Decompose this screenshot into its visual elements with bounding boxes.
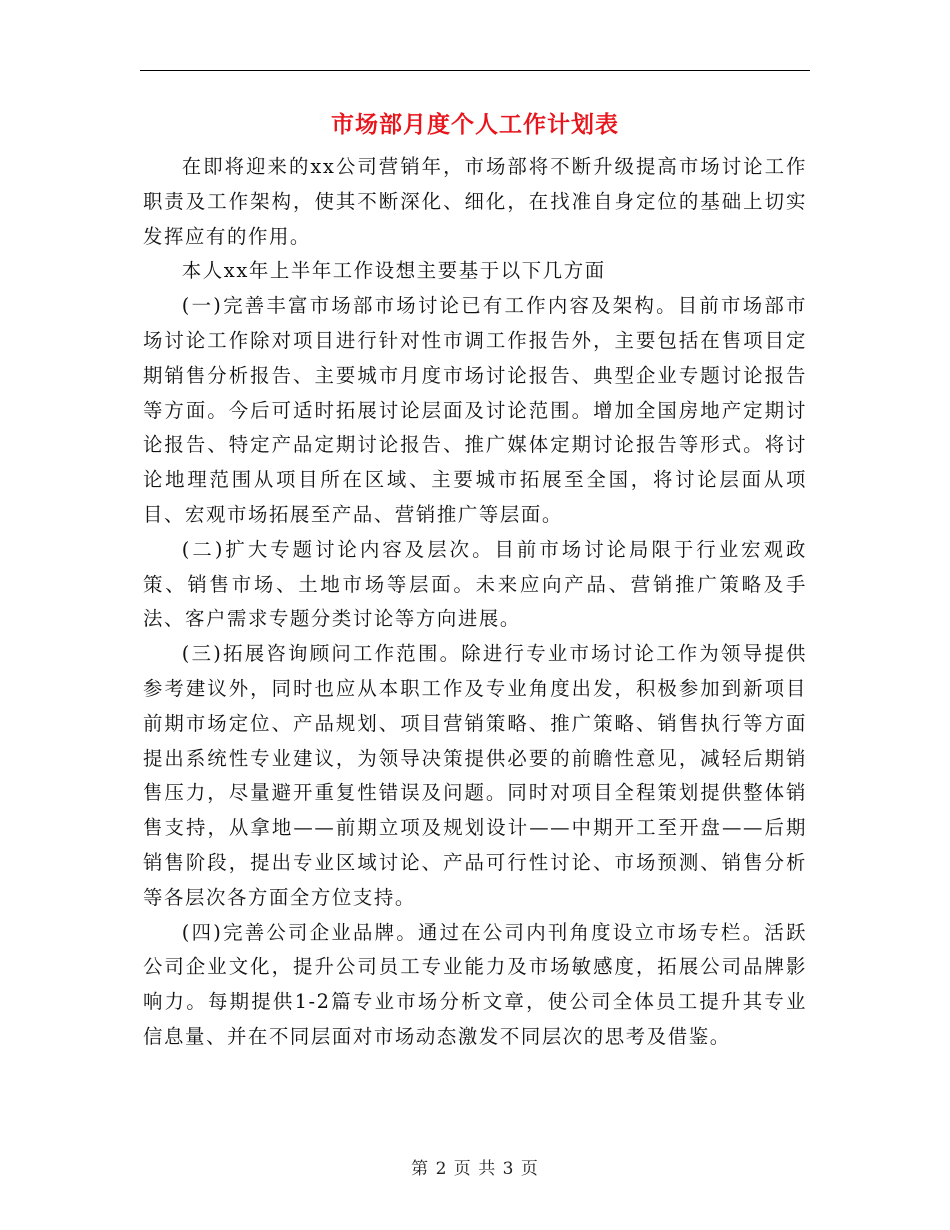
paragraph-intro: 在即将迎来的xx公司营销年，市场部将不断升级提高市场讨论工作职责及工作架构，使其不断深化、细化，在找准自身定位的基础上切实发挥应有的作用。	[143, 155, 807, 248]
document-body	[143, 150, 807, 1055]
header-rule	[140, 70, 810, 71]
paragraph-section-2: (二)扩大专题讨论内容及层次。目前市场讨论局限于行业宏观政策、销售市场、土地市场等层面。未来应向产品、营销推广策略及手法、客户需求专题分类讨论等方向进展。	[143, 537, 807, 631]
paragraph-section-4: (四)完善公司企业品牌。通过在公司内刊角度设立市场专栏。活跃公司企业文化，提升公司员工专业能力及市场敏感度，拓展公司品牌影响力。每期提供1-2篇专业市场分析文章，使公司全体员工提升其专业信息量、并在不同层面对市场动态激发不同层次的思考及借鉴。	[143, 920, 807, 1048]
document-title: 市场部月度个人工作计划表	[331, 111, 619, 138]
paragraph-section-1: (一)完善丰富市场部市场讨论已有工作内容及架构。目前市场部市场讨论工作除对项目进行针对性市调工作报告外，主要包括在售项目定期销售分析报告、主要城市月度市场讨论报告、典型企业专题讨论报告等方面。今后可适时拓展讨论层面及讨论范围。增加全国房地产定期讨论报告、特定产品定期讨论报告、推广媒体定期讨论报告等形式。将讨论地理范围从项目所在区域、主要城市拓展至全国，将讨论层面从项目、宏观市场拓展至产品、营销推广等层面。	[143, 294, 807, 526]
page-footer	[140, 1154, 810, 1179]
paragraph-overview: 本人xx年上半年工作设想主要基于以下几方面	[181, 259, 606, 283]
page-number-label: 第 2 页 共 3 页	[411, 1159, 539, 1179]
paragraph-section-3: (三)拓展咨询顾问工作范围。除进行专业市场讨论工作为领导提供参考建议外，同时也应从本职工作及专业角度出发，积极参加到新项目前期市场定位、产品规划、项目营销策略、推广策略、销售执行等方面提出系统性专业建议，为领导决策提供必要的前瞻性意见，减轻后期销售压力，尽量避开重复性错误及问题。同时对项目全程策划提供整体销售支持，从拿地——前期立项及规划设计——中期开工至开盘——后期销售阶段，提出专业区域讨论、产品可行性讨论、市场预测、销售分析等各层次各方面全方位支持。	[143, 642, 807, 909]
